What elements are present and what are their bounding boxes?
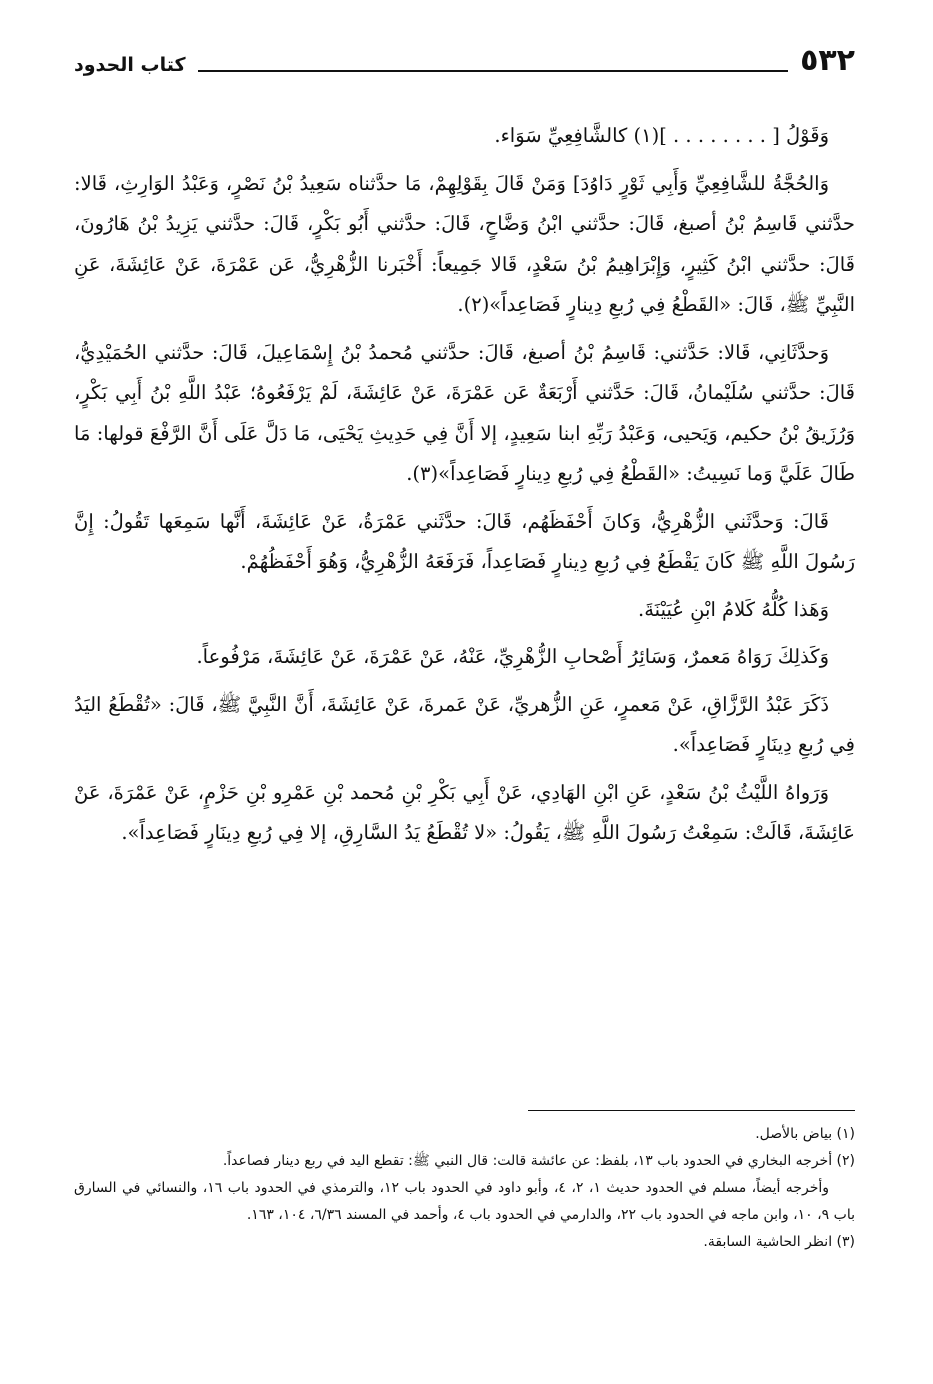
- paragraph: وَرَواهُ اللَّيْثُ بْنُ سَعْدٍ، عَنِ ابْنِ الهَادِي، عَنْ أَبِي بَكْرِ بْنِ مُحمد بْنِ عَمْرِو بْنِ حَزْمٍ، عَنْ عَمْرَةَ، عَنْ عَائِشَةَ، قَالَتْ: سَمِعْتُ رَسُولَ اللَّهِ ﷺ، يَقُولُ: «لا تُقْطَعُ يَدُ السَّارِقِ، إلا فِي رُبعِ دِينَارٍ فَصَاعِداً».: [74, 780, 855, 844]
- paragraph: وَحدَّثَانِي، قَالا: حَدَّثني: قَاسِمُ بْنُ أصبغ، قَالَ: حدَّثني مُحمدُ بْنُ إِسْمَاعِيلَ، قَالَ: حدَّثني الحُمَيْدِيُّ، قَالَ: حدَّثني سُلَيْمانُ، قَالَ: حَدَّثني أَرْبَعَةٌ عَن عَمْرَةَ، عَنْ عَائِشَةَ، لَمْ يَرْفَعُوهُ؛ عَبْدُ اللَّهِ بْنُ أَبِي بَكْرٍ، وَرُزَيقُ بْنُ حكيم، وَيَحيى، وَعَبْدُ رَبِّهِ ابنا سَعِيدٍ، إلا أَنَّ فِي حَدِيثِ يَحْيَى، مَا دَلَّ عَلَى أَنَّ الرَّفْعَ قولها: مَا طَالَ عَلَيَّ وَما نَسِيتُ: «القَطْعُ فِي رُبعِ دِينارٍ فَصَاعِداً»(٣).: [74, 340, 855, 485]
- paragraph: ذَكَرَ عَبْدُ الرَّزَّاقِ، عَنْ مَعمرٍ، عَنِ الزُّهريِّ، عَنْ عَمرةَ، عَنْ عَائِشَةَ، أَنَّ النَّبِيَّ ﷺ، قَالَ: «تُقْطَعُ اليَدُ فِي رُبعِ دِينَارٍ فَصَاعِداً».: [74, 692, 855, 756]
- footnotes: [74, 1121, 855, 1256]
- paragraph: وَكَذلِكَ رَوَاهُ مَعمرٌ، وَسَائِرُ أَصْحابِ الزُّهْرِيِّ، عَنْهُ، عَنْ عَمْرَةَ، عَنْ عَائِشَةَ، مَرْفُوعاً.: [196, 645, 829, 668]
- footnote-continuation: وأخرجه أيضاً، مسلم في الحدود حديث ١، ٢، ٤، وأبو داود في الحدود باب ١٢، والترمذي في الحدود باب ١٦، والنسائي في السارق باب ٩، ١٠، وابن ماجه في الحدود باب ٢٢، والدارمي في الحدود باب ٤، وأحمد في المسند ٦/٣٦، ١٠٤، ١٦٣.: [74, 1180, 855, 1223]
- page-header: [74, 38, 855, 78]
- footnote: (١) بياض بالأصل.: [755, 1126, 855, 1142]
- footnote: (٢) أخرجه البخاري في الحدود باب ١٣، بلفظ: عن عائشة قالت: قال النبي ﷺ: تقطع اليد في ربع دينار فصاعداً.: [222, 1153, 855, 1169]
- main-text: [74, 116, 855, 861]
- footnote-divider: [528, 1110, 855, 1111]
- chapter-title: كتاب الحدود: [74, 54, 186, 76]
- footnote: (٣) انظر الحاشية السابقة.: [703, 1234, 855, 1250]
- page-number: ٥٣٢: [800, 43, 855, 78]
- paragraph: قَالَ: وَحدَّثَني الزُّهْرِيُّ، وَكانَ أَحْفَظَهُم، قَالَ: حدَّثَني عَمْرَةُ، عَنْ عَائِشَةَ، أَنَّها سَمِعَها تَقُولُ: إِنَّ رَسُولَ اللَّهِ ﷺ كَانَ يَقْطَعُ فِي رُبعِ دِينارٍ فَصَاعِداً، فَرَفَعَهُ الزُّهْرِيُّ، وَهُوَ أَحْفَظُهُمْ.: [74, 509, 855, 573]
- paragraph: وَقَوْلُ [ . . . . . . . . ](١) كالشَّافِعِيِّ سَوَاء.: [494, 124, 829, 147]
- header-rule: [198, 70, 789, 72]
- paragraph: وَالحُجَّةُ للشَّافِعِيِّ وَأَبِي ثَوْرٍ دَاوُدَ] وَمَنْ قَالَ بِقَوْلِهِمْ، مَا حدَّثناه سَعِيدُ بْنُ نَصْرٍ، وَعَبْدُ الوَارِثِ، قَالا: حدَّثني قَاسِمُ بْنُ أصبغ، قَالَ: حدَّثني ابْنُ وَضَّاحٍ، قَالَ: حدَّثني أَبُو بَكْرٍ، قَالَ: حدَّثني يَزِيدُ بْنُ هَارُونَ، قَالَ: حدَّثني ابْنُ كَثِيرٍ، وَإِبْرَاهِيمُ بْنُ سَعْدٍ، قَالا جَمِيعاً: أَخْبَرنا الزُّهْرِيُّ، عَن عَمْرَةَ، عَنْ عَائِشَةَ، عَنِ النَّبِيِّ ﷺ، قَالَ: «القَطْعُ فِي رُبعِ دِينارٍ فَصَاعِداً»(٢).: [74, 171, 855, 316]
- paragraph: وَهَذا كُلُّهُ كَلامُ ابْنِ عُيَيْنَةَ.: [638, 597, 829, 621]
